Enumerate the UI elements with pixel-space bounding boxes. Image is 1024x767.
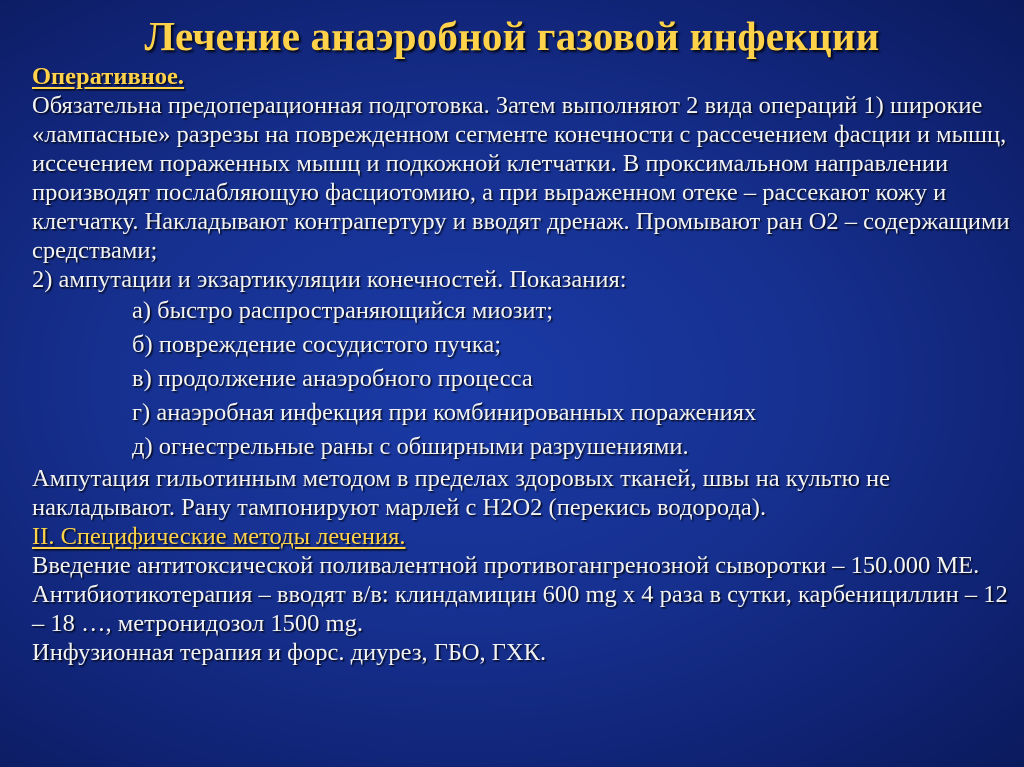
specific-heading: II. Специфические методы лечения. [32, 523, 406, 550]
specific-item-infusion: Инфузионная терапия и форс. диурез, ГБО, ГХК. [32, 639, 547, 666]
operative-heading: Оперативное. [32, 63, 185, 90]
operative-paragraph-1: Обязательна предоперационная подготовка. Затем выполняют 2 вида операций 1) широкие «лампасные» разрезы на поврежденном сегменте конечности с рассечением фасции и мышц, иссечением пораженных мышц и подкожной клетчатки. В проксимальном направлении производят послабляющую фасциотомию, а при выраженном отеке – рассекают кожу и клетчатку. Накладывают контрапертуру и вводят дренаж. Промывают ран О2 – содержащими средствами; [32, 92, 1010, 264]
operative-paragraph-2: 2) ампутации и экзартикуляции конечностей. Показания: [32, 266, 627, 293]
slide-content [32, 62, 1017, 667]
specific-item-antibiotics: Антибиотикотерапия – вводят в/в: клиндамицин 600 mg х 4 раза в сутки, карбенициллин – 12 – 18 …, метронидозол 1500 mg. [32, 581, 1008, 637]
operative-paragraph-3: Ампутация гильотинным методом в пределах здоровых тканей, швы на культю не накладывают. Рану тампонируют марлей с Н2О2 (перекись водорода). [32, 465, 891, 521]
list-item: г) анаэробная инфекция при комбинированных поражениях [132, 399, 757, 426]
list-item: а) быстро распространяющийся миозит; [132, 297, 554, 324]
specific-item-serum: Введение антитоксической поливалентной противогангренозной сыворотки – 150.000 МЕ. [32, 552, 980, 579]
slide-title: Лечение анаэробной газовой инфекции [144, 13, 880, 59]
list-item: б) повреждение сосудистого пучка; [132, 331, 502, 358]
list-item: д) огнестрельные раны с обширными разрушениями. [132, 433, 689, 460]
indications-list [32, 294, 1017, 464]
list-item: в) продолжение анаэробного процесса [132, 365, 533, 392]
